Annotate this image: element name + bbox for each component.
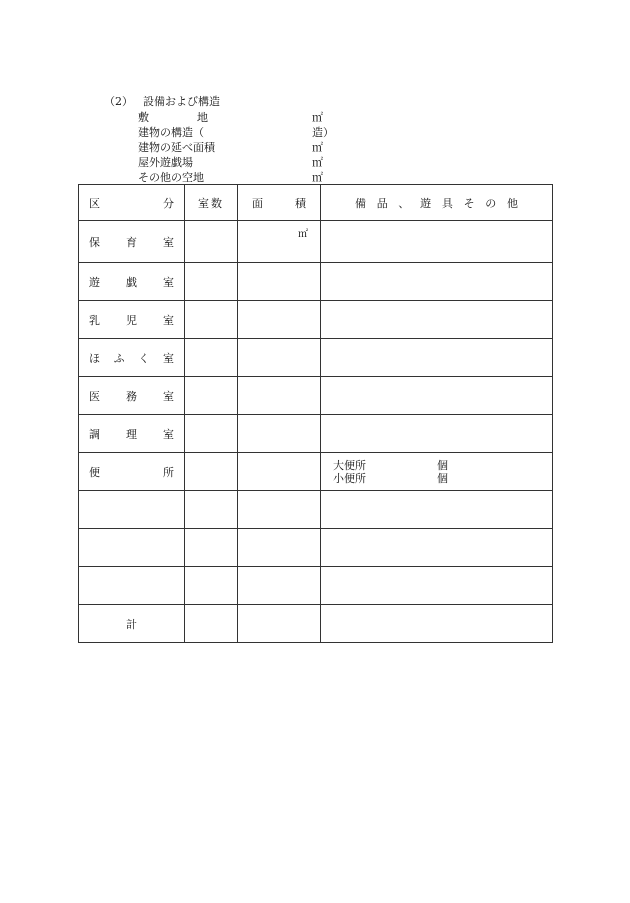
table-row: [79, 415, 553, 453]
equipment-cell[interactable]: [321, 529, 553, 567]
area-cell[interactable]: [238, 415, 321, 453]
row-name: 調理室: [79, 415, 185, 453]
toilet-equipment-cell[interactable]: [321, 453, 553, 491]
equipment-cell[interactable]: [321, 567, 553, 605]
total-floor-area-label: 建物の延べ面積: [138, 141, 215, 154]
header-area: 面積: [238, 185, 321, 221]
building-structure-unit: 造）: [312, 126, 334, 139]
rooms-cell[interactable]: [185, 263, 238, 301]
table-row: [79, 301, 553, 339]
table-row: [79, 529, 553, 567]
facilities-table: [78, 184, 553, 643]
rooms-cell[interactable]: [185, 415, 238, 453]
total-floor-area-unit: ㎡: [312, 141, 323, 154]
total-label: 計: [79, 605, 185, 643]
building-structure-label: 建物の構造（: [138, 126, 204, 139]
table-row: [79, 491, 553, 529]
area-cell[interactable]: [238, 301, 321, 339]
row-name: 遊戯室: [79, 263, 185, 301]
row-name[interactable]: [79, 529, 185, 567]
table-row: [79, 377, 553, 415]
table-row: [79, 221, 553, 263]
equipment-cell[interactable]: [321, 377, 553, 415]
table-row: [79, 263, 553, 301]
area-cell[interactable]: [238, 453, 321, 491]
equipment-cell[interactable]: [321, 415, 553, 453]
table-header-row: [79, 185, 553, 221]
equipment-cell[interactable]: [321, 605, 553, 643]
other-open-space-unit: ㎡: [312, 171, 323, 184]
rooms-cell[interactable]: [185, 339, 238, 377]
rooms-cell[interactable]: [185, 377, 238, 415]
table-row: [79, 339, 553, 377]
area-cell[interactable]: [238, 377, 321, 415]
rooms-cell[interactable]: [185, 301, 238, 339]
rooms-cell[interactable]: [185, 529, 238, 567]
outdoor-playground-label: 屋外遊戯場: [138, 156, 193, 169]
row-name[interactable]: [79, 491, 185, 529]
equipment-cell[interactable]: [321, 263, 553, 301]
rooms-cell[interactable]: [185, 567, 238, 605]
area-cell[interactable]: [238, 605, 321, 643]
header-rooms: 室数: [185, 185, 238, 221]
small-toilet-line: 小便所 個: [333, 471, 448, 485]
site-area-label: 敷 地: [138, 111, 208, 124]
equipment-cell[interactable]: [321, 491, 553, 529]
row-name: 乳児室: [79, 301, 185, 339]
equipment-cell[interactable]: [321, 221, 553, 263]
area-cell[interactable]: [238, 567, 321, 605]
equipment-cell[interactable]: [321, 301, 553, 339]
section-number: （2）: [104, 95, 133, 108]
table-row: [79, 453, 553, 491]
area-cell[interactable]: [238, 529, 321, 567]
area-cell[interactable]: [238, 491, 321, 529]
table-row: [79, 567, 553, 605]
section-heading: [104, 95, 220, 109]
area-unit: ㎡: [298, 229, 308, 240]
total-row: [79, 605, 553, 643]
section-title: 設備および構造: [143, 95, 220, 108]
row-name: 便所: [79, 453, 185, 491]
equipment-cell[interactable]: [321, 339, 553, 377]
rooms-cell[interactable]: [185, 491, 238, 529]
area-cell[interactable]: [238, 263, 321, 301]
header-category: 区分: [79, 185, 185, 221]
rooms-cell[interactable]: [185, 605, 238, 643]
rooms-cell[interactable]: [185, 221, 238, 263]
site-area-unit: ㎡: [312, 111, 323, 124]
row-name: 保育室: [79, 221, 185, 263]
area-cell[interactable]: [238, 339, 321, 377]
row-name: ほふく室: [79, 339, 185, 377]
area-cell[interactable]: [238, 221, 321, 263]
other-open-space-label: その他の空地: [138, 171, 204, 184]
row-name[interactable]: [79, 567, 185, 605]
large-toilet-line: 大便所 個: [333, 458, 448, 472]
outdoor-playground-unit: ㎡: [312, 156, 323, 169]
header-equipment: 備品、遊具その他: [321, 185, 553, 221]
row-name: 医務室: [79, 377, 185, 415]
rooms-cell[interactable]: [185, 453, 238, 491]
